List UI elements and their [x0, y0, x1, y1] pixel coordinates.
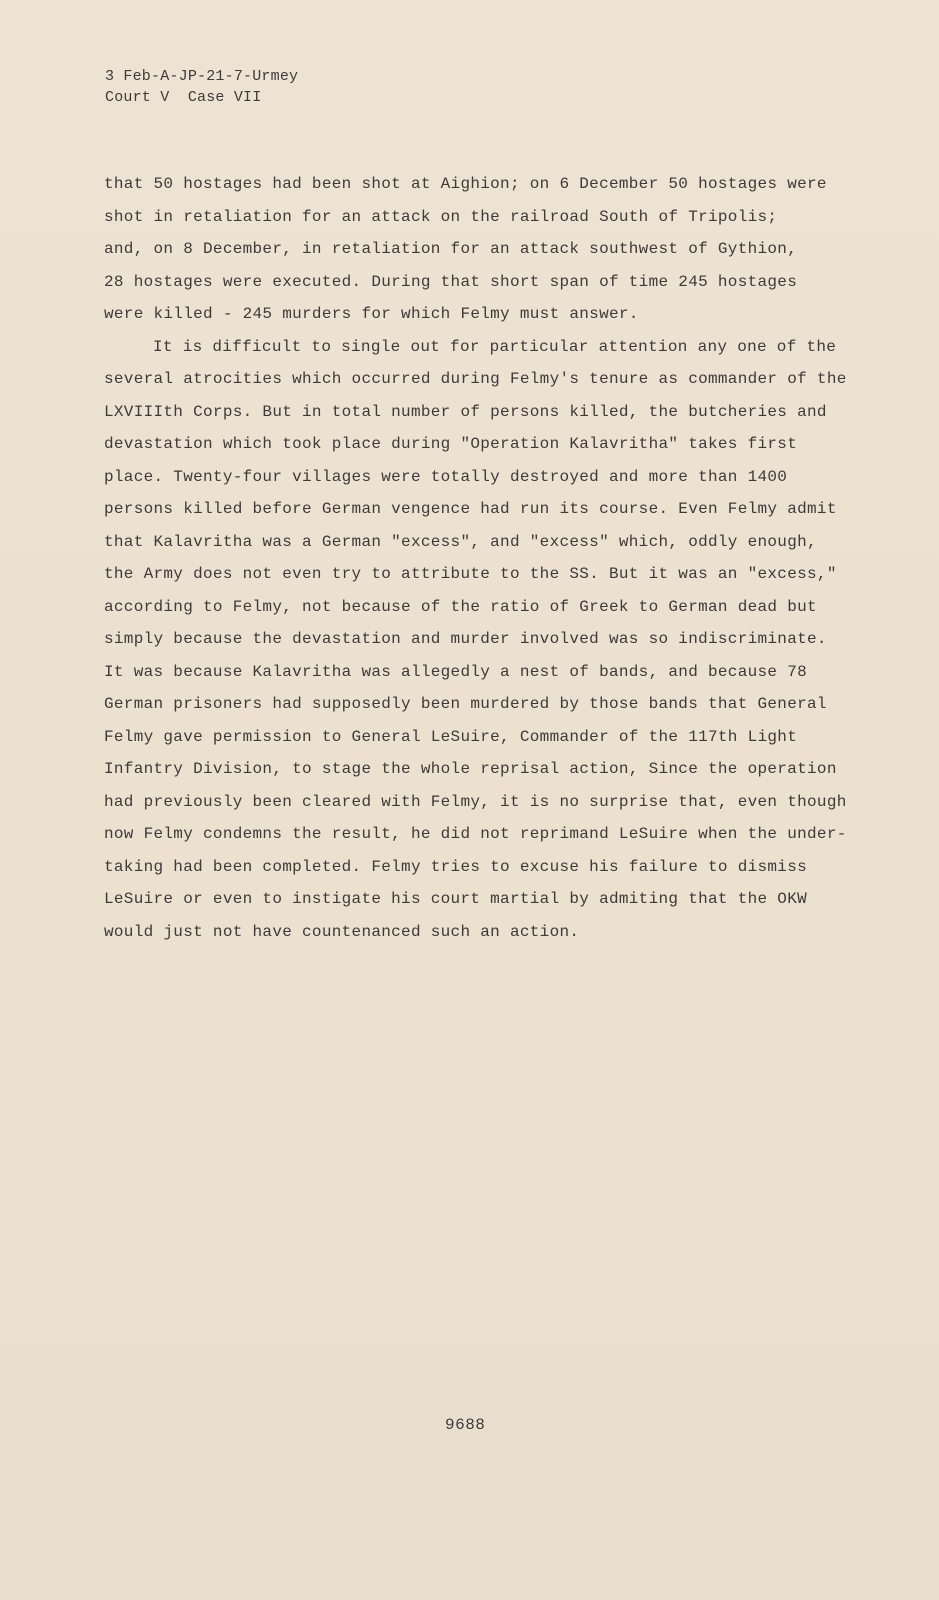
body-line: that 50 hostages had been shot at Aighion; on 6 December 50 hostages were	[104, 175, 827, 193]
document-header	[105, 66, 298, 108]
body-line: LXVIIIth Corps. But in total number of persons killed, the butcheries and	[104, 402, 827, 421]
page-number: 9688	[445, 1416, 486, 1434]
header-reference: 3 Feb-A-JP-21-7-Urmey	[105, 68, 299, 85]
body-line: were killed - 245 murders for which Felmy must answer.	[104, 305, 639, 323]
body-line: according to Felmy, not because of the ratio of Greek to German dead but	[104, 597, 817, 616]
body-line: It was because Kalavritha was allegedly a nest of bands, and because 78	[104, 662, 808, 681]
body-line: Infantry Division, to stage the whole reprisal action, Since the operation	[104, 760, 837, 778]
header-court-case: Court V Case VII	[105, 89, 262, 106]
body-line: place. Twenty-four villages were totally destroyed and more than 1400	[104, 467, 788, 486]
body-line: LeSuire or even to instigate his court martial by admiting that the OKW	[104, 890, 808, 908]
body-line: and, on 8 December, in retaliation for an attack southwest of Gythion,	[104, 240, 798, 258]
paragraph-start-line: It is difficult to single out for particular attention any one of the	[153, 337, 837, 356]
body-line: several atrocities which occurred during Felmy's tenure as commander of the	[104, 370, 847, 388]
body-line: that Kalavritha was a German "excess", and "excess" which, oddly enough,	[104, 532, 817, 551]
body-line: persons killed before German vengence had run its course. Even Felmy admit	[104, 500, 837, 518]
body-line: simply because the devastation and murder involved was so indiscriminate.	[104, 630, 827, 648]
body-line: now Felmy condemns the result, he did not reprimand LeSuire when the under-	[104, 825, 847, 843]
body-line: Felmy gave permission to General LeSuire, Commander of the 117th Light	[104, 727, 798, 746]
body-line: shot in retaliation for an attack on the railroad South of Tripolis;	[104, 207, 778, 226]
body-line: taking had been completed. Felmy tries to excuse his failure to dismiss	[104, 857, 808, 876]
body-line: the Army does not even try to attribute to the SS. But it was an "excess,"	[104, 565, 837, 583]
body-line: would just not have countenanced such an action.	[104, 922, 580, 941]
body-line: had previously been cleared with Felmy, it is no surprise that, even though	[104, 792, 847, 811]
body-line: German prisoners had supposedly been murdered by those bands that General	[104, 695, 827, 713]
body-line: devastation which took place during "Operation Kalavritha" takes first	[104, 435, 798, 453]
document-body	[104, 168, 874, 948]
body-line: 28 hostages were executed. During that short span of time 245 hostages	[104, 272, 798, 291]
